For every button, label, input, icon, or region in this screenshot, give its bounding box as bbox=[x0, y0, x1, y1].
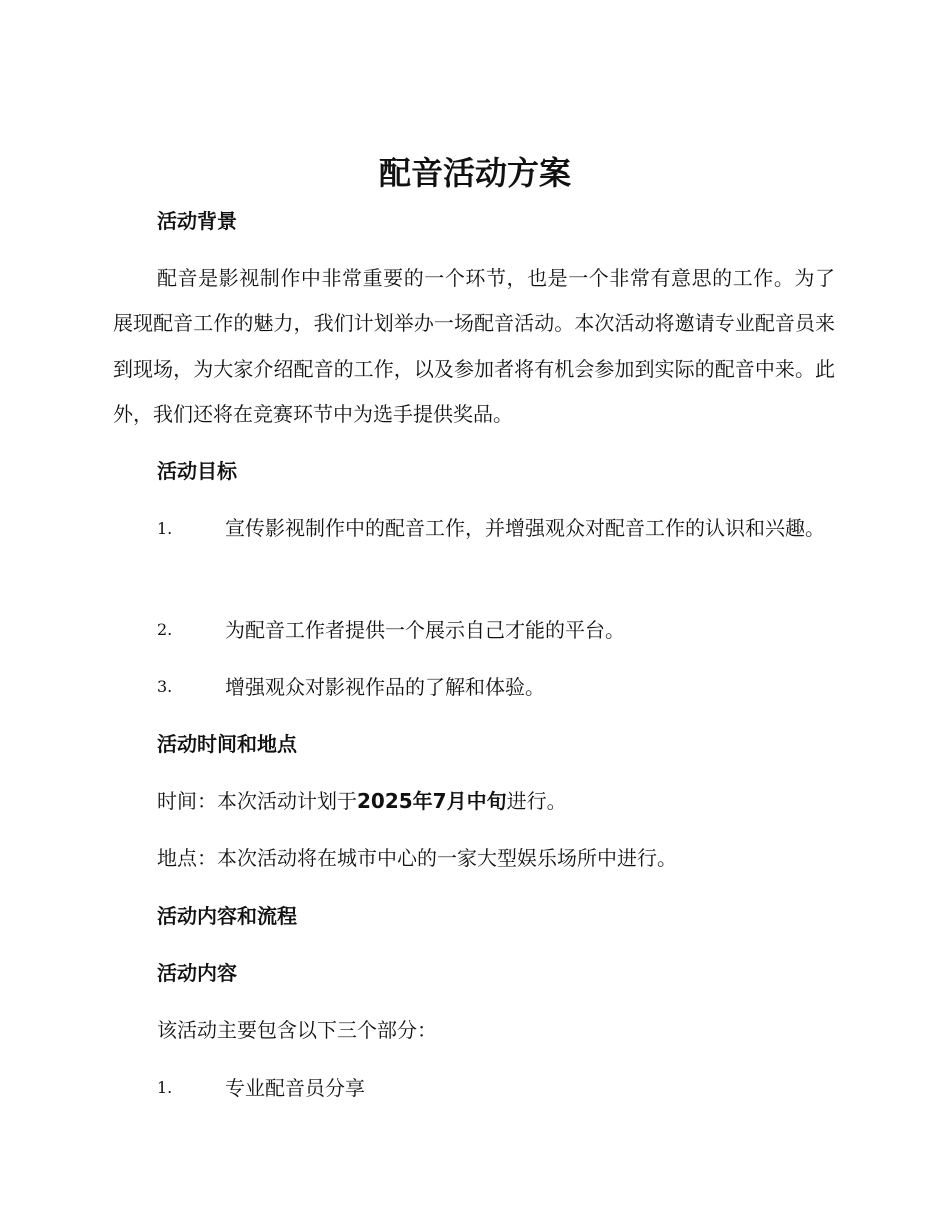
subheading-content: 活动内容 bbox=[157, 961, 237, 985]
section-heading-goals: 活动目标 bbox=[157, 459, 237, 483]
list-item-number: 3. bbox=[157, 677, 173, 696]
list-item-number: 1. bbox=[157, 519, 173, 538]
document-title: 配音活动方案 bbox=[378, 154, 571, 192]
place-line: 地点：本次活动将在城市中心的一家大型娱乐场所中进行。 bbox=[157, 846, 677, 870]
section-heading-time-place: 活动时间和地点 bbox=[157, 732, 297, 756]
time-line bbox=[157, 786, 567, 816]
section-heading-content-flow: 活动内容和流程 bbox=[157, 904, 297, 928]
list-item-text: 宣传影视制作中的配音工作，并增强观众对配音工作的认识和兴趣。 bbox=[225, 516, 825, 540]
time-prefix: 时间：本次活动计划于 bbox=[157, 789, 357, 813]
time-suffix: 进行。 bbox=[506, 789, 567, 813]
content-intro: 该活动主要包含以下三个部分： bbox=[157, 1018, 437, 1042]
list-item-number: 1. bbox=[157, 1078, 173, 1097]
background-paragraph: 配音是影视制作中非常重要的一个环节，也是一个非常有意思的工作。为了展现配音工作的魅力，我们计划举办一场配音活动。本次活动将邀请专业配音员来到现场，为大家介绍配音的工作，以及参加者将有机会参加到实际的配音中来。此外，我们还将在竞赛环节中为选手提供奖品。 bbox=[113, 266, 835, 426]
list-item-text: 增强观众对影视作品的了解和体验。 bbox=[225, 675, 545, 699]
list-item-number: 2. bbox=[157, 620, 173, 639]
time-emphasis: 2025年7月中旬 bbox=[357, 789, 507, 813]
list-item-text: 为配音工作者提供一个展示自己才能的平台。 bbox=[225, 618, 625, 642]
section-heading-background: 活动背景 bbox=[157, 209, 237, 233]
list-item-text: 专业配音员分享 bbox=[225, 1076, 365, 1100]
